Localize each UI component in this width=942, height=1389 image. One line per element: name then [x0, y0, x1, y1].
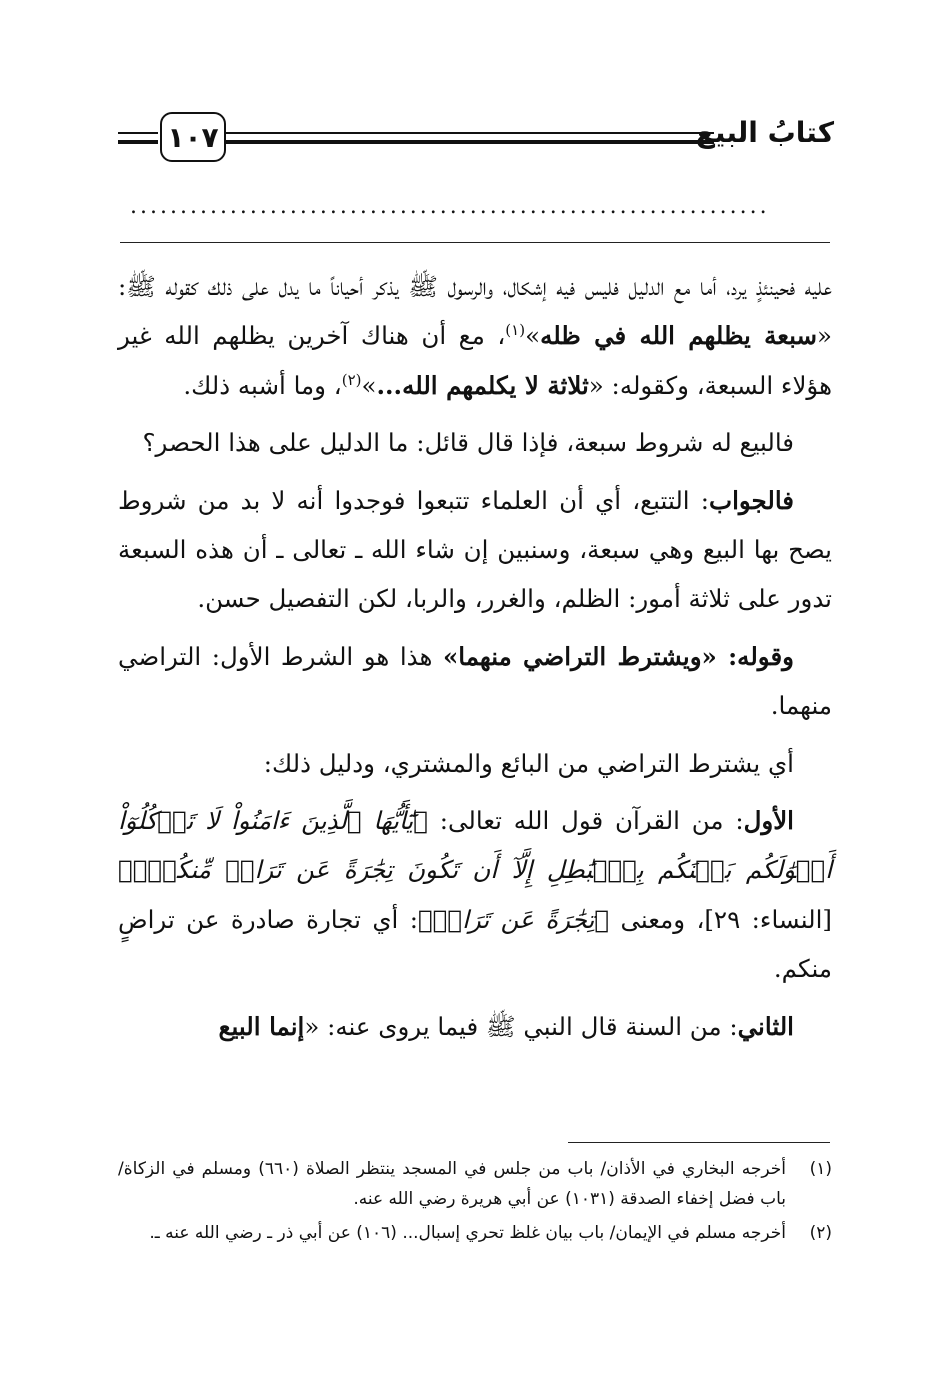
paragraph-4 — [118, 632, 832, 731]
quran-verse: ﴿يَٰٓأَيُّهَا ٱلَّذِينَ ءَامَنُواْ لَا تَأۡكُلُوٓاْ أَمۡوَٰلَكُم بَيۡنَكُم بِٱلۡبَٰطِلِ إِلَّآ أَن تَكُونَ تِجَٰرَةً عَن تَرَاضٖ مِّنكُمۡۚ﴾ — [118, 806, 832, 885]
footnote-ref-1[interactable]: (١) — [505, 321, 526, 340]
header-rule-left — [118, 132, 158, 144]
text-run: ، وما أشبه ذلك. — [183, 370, 342, 400]
paragraph-1 — [118, 262, 832, 410]
footnote-1 — [118, 1154, 832, 1214]
text-run: عليه فحينئذٍ يرد، أما مع الدليل فليس فيه إشكال، والرسول ﷺ يذكر أحياناً ما يدل على ذلك كقوله ﷺ: « — [118, 272, 832, 351]
footnote-ref-2[interactable]: (٢) — [341, 370, 362, 389]
footnotes — [118, 1154, 832, 1252]
chapter-title: كتابُ البيع — [695, 116, 834, 149]
matn-quote: وقوله: «ويشترط التراضي منهما» — [442, 641, 794, 671]
text-run: : أي تجارة صادرة عن تراضٍ منكم. — [118, 904, 832, 984]
text-run: : من السنة قال النبي ﷺ فيما يروى عنه: « — [304, 1011, 738, 1041]
text-run: : التتبع، أي أن العلماء تتبعوا فوجدوا أنه لا بد من شروط يصح بها البيع وهي سبعة، وسنبين إن شاء الله ـ تعالى ـ أن هذه السبعة تدور على ثلاثة أمور: الظلم، والغرر، والربا، لكن التفصيل حسن. — [118, 485, 832, 614]
first-evidence-label: الأول — [743, 806, 794, 836]
page-header — [118, 112, 834, 172]
paragraph-5: أي يشترط التراضي من البائع والمشتري، ودليل ذلك: — [263, 748, 794, 778]
footnote-rule — [568, 1142, 830, 1143]
text-run: [النساء: ٢٩]، ومعنى — [609, 904, 832, 934]
page-number: ١٠٧ — [160, 112, 226, 162]
main-text — [118, 262, 832, 1059]
text-run: هذا هو الشرط الأول: التراضي منهما. — [118, 641, 832, 721]
second-evidence-label: الثاني — [737, 1011, 794, 1041]
text-run: » — [525, 321, 541, 351]
footnote-text: أخرجه مسلم في الإيمان/ باب بيان غلظ تحري إسبال... (١٠٦) عن أبي ذر ـ رضي الله عنه ـ. — [149, 1223, 786, 1243]
hadith-quote: ثلاثة لا يكلمهم الله... — [376, 370, 589, 400]
hadith-quote: سبعة يظلهم الله في ظله — [540, 321, 817, 351]
text-run: » — [361, 370, 377, 400]
header-rule — [226, 132, 714, 144]
paragraph-2: فالبيع له شروط سبعة، فإذا قال قائل: ما الدليل على هذا الحصر؟ — [142, 428, 794, 458]
paragraph-3 — [118, 476, 832, 624]
paragraph-6 — [118, 796, 832, 994]
answer-label: فالجواب — [709, 485, 794, 515]
top-rule — [120, 242, 830, 243]
footnote-2 — [118, 1218, 832, 1248]
footnote-number: (٢) — [809, 1223, 832, 1243]
dotted-separator: ................................................................ — [130, 194, 770, 219]
text-run: : من القرآن قول الله تعالى: — [427, 806, 744, 836]
footnote-text: أخرجه البخاري في الأذان/ باب من جلس في المسجد ينتظر الصلاة (٦٦٠) ومسلم في الزكاة/ باب فضل إخفاء الصدقة (١٠٣١) عن أبي هريرة رضي الله عنه. — [118, 1159, 786, 1209]
footnote-number: (١) — [809, 1159, 832, 1179]
hadith-quote: إنما البيع — [218, 1011, 305, 1041]
paragraph-7 — [118, 1002, 832, 1051]
text-run: ، مع أن هناك آخرين يظلهم الله غير هؤلاء السبعة، وكقوله: « — [118, 321, 832, 400]
quran-verse: ﴿تِجَٰرَةً عَن تَرَاضٖ﴾ — [417, 904, 610, 934]
